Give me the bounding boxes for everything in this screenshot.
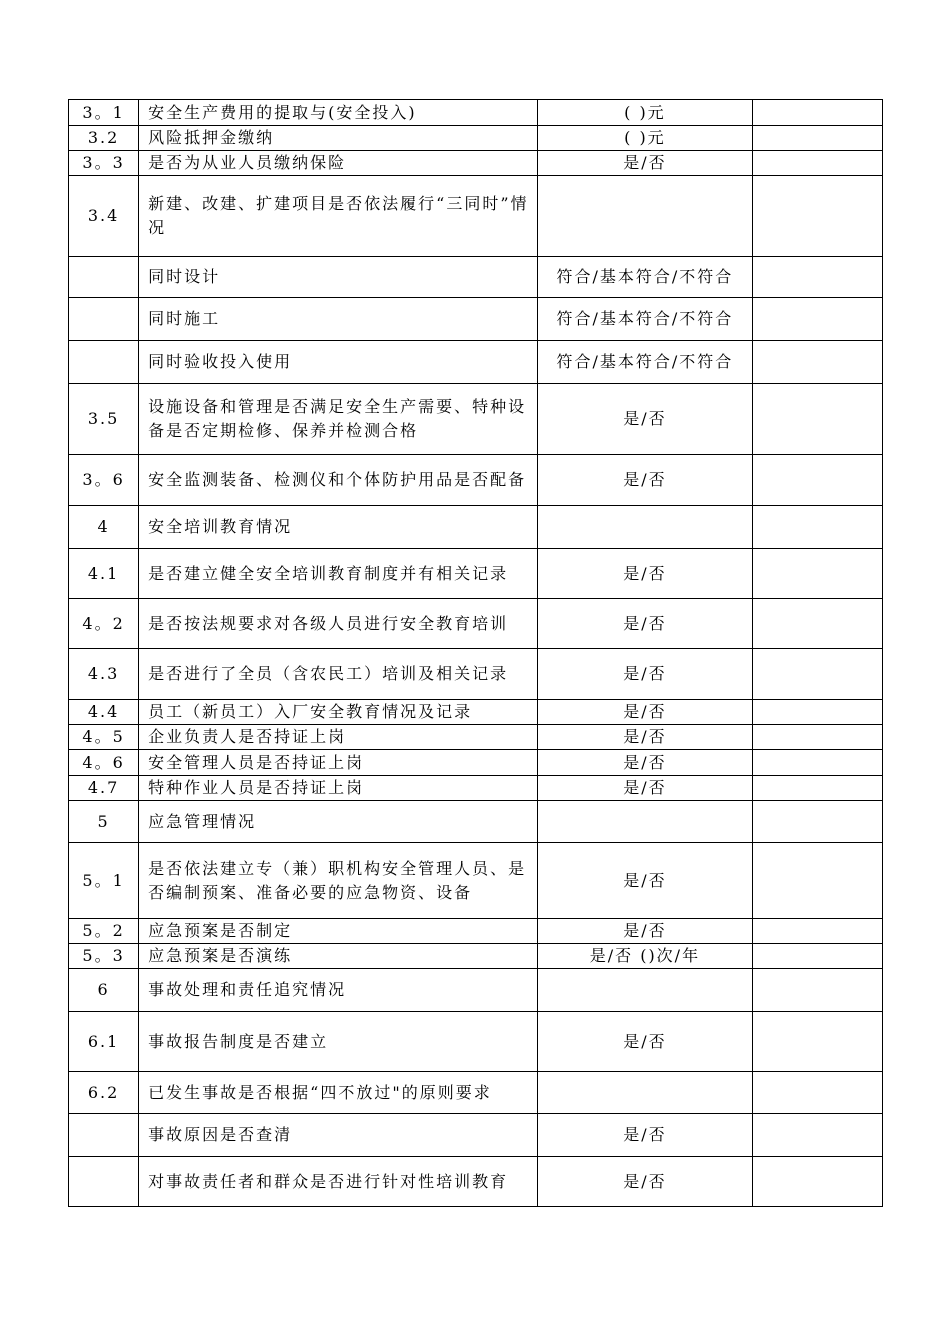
checklist-table bbox=[68, 99, 883, 1207]
item-remark bbox=[752, 455, 882, 506]
item-description: 企业负责人是否持证上岗 bbox=[139, 725, 538, 750]
item-number: 6.1 bbox=[69, 1012, 139, 1072]
item-number: 4.4 bbox=[69, 700, 139, 725]
item-number: 3.5 bbox=[69, 384, 139, 455]
table-row bbox=[69, 599, 883, 649]
item-number bbox=[69, 257, 139, 298]
item-remark bbox=[752, 776, 882, 801]
table-row bbox=[69, 1157, 883, 1207]
item-remark bbox=[752, 919, 882, 944]
item-remark bbox=[752, 506, 882, 549]
table-row bbox=[69, 843, 883, 919]
table-row bbox=[69, 126, 883, 151]
item-remark bbox=[752, 257, 882, 298]
item-number bbox=[69, 298, 139, 341]
table-row bbox=[69, 725, 883, 750]
item-result: 是/否 bbox=[538, 455, 753, 506]
item-description: 安全培训教育情况 bbox=[139, 506, 538, 549]
item-result: 是/否 bbox=[538, 843, 753, 919]
table-row bbox=[69, 549, 883, 599]
item-number: 6.2 bbox=[69, 1072, 139, 1114]
item-number: 4。2 bbox=[69, 599, 139, 649]
item-result: ( )元 bbox=[538, 100, 753, 126]
item-number: 3。1 bbox=[69, 100, 139, 126]
item-number: 6 bbox=[69, 969, 139, 1012]
item-number: 4.7 bbox=[69, 776, 139, 801]
item-description: 应急管理情况 bbox=[139, 801, 538, 843]
table-row bbox=[69, 1072, 883, 1114]
table-row bbox=[69, 341, 883, 384]
item-description: 安全监测装备、检测仪和个体防护用品是否配备 bbox=[139, 455, 538, 506]
table-row bbox=[69, 919, 883, 944]
item-description: 是否按法规要求对各级人员进行安全教育培训 bbox=[139, 599, 538, 649]
item-remark bbox=[752, 725, 882, 750]
item-result: 是/否 bbox=[538, 599, 753, 649]
item-result: 是/否 bbox=[538, 1157, 753, 1207]
item-result: 符合/基本符合/不符合 bbox=[538, 257, 753, 298]
item-result: 是/否 bbox=[538, 700, 753, 725]
item-remark bbox=[752, 750, 882, 776]
item-result: 是/否 bbox=[538, 725, 753, 750]
item-description: 安全管理人员是否持证上岗 bbox=[139, 750, 538, 776]
item-result: 是/否 bbox=[538, 919, 753, 944]
table-row bbox=[69, 176, 883, 257]
table-row bbox=[69, 257, 883, 298]
item-description: 安全生产费用的提取与(安全投入) bbox=[139, 100, 538, 126]
table-row bbox=[69, 776, 883, 801]
table-row bbox=[69, 649, 883, 700]
item-description: 是否为从业人员缴纳保险 bbox=[139, 151, 538, 176]
item-remark bbox=[752, 151, 882, 176]
item-result bbox=[538, 801, 753, 843]
item-description: 是否进行了全员（含农民工）培训及相关记录 bbox=[139, 649, 538, 700]
item-number: 3.4 bbox=[69, 176, 139, 257]
item-remark bbox=[752, 1012, 882, 1072]
item-result: 是/否 bbox=[538, 549, 753, 599]
item-number: 5。1 bbox=[69, 843, 139, 919]
item-description: 同时设计 bbox=[139, 257, 538, 298]
item-result: 是/否 bbox=[538, 750, 753, 776]
item-result: 是/否 bbox=[538, 1012, 753, 1072]
item-number: 4。5 bbox=[69, 725, 139, 750]
table-row bbox=[69, 506, 883, 549]
item-number: 3。3 bbox=[69, 151, 139, 176]
item-description: 员工（新员工）入厂安全教育情况及记录 bbox=[139, 700, 538, 725]
item-remark bbox=[752, 843, 882, 919]
item-number: 5。3 bbox=[69, 944, 139, 969]
item-number bbox=[69, 341, 139, 384]
table-row bbox=[69, 1114, 883, 1157]
item-remark bbox=[752, 969, 882, 1012]
item-description: 是否依法建立专（兼）职机构安全管理人员、是否编制预案、准备必要的应急物资、设备 bbox=[139, 843, 538, 919]
item-description: 应急预案是否制定 bbox=[139, 919, 538, 944]
table-row bbox=[69, 801, 883, 843]
item-description: 已发生事故是否根据“四不放过"的原则要求 bbox=[139, 1072, 538, 1114]
table-row bbox=[69, 750, 883, 776]
item-description: 风险抵押金缴纳 bbox=[139, 126, 538, 151]
item-number: 3.2 bbox=[69, 126, 139, 151]
item-remark bbox=[752, 649, 882, 700]
item-result: 符合/基本符合/不符合 bbox=[538, 298, 753, 341]
item-description: 同时验收投入使用 bbox=[139, 341, 538, 384]
item-number: 4 bbox=[69, 506, 139, 549]
item-result bbox=[538, 176, 753, 257]
item-description: 设施设备和管理是否满足安全生产需要、特种设备是否定期检修、保养并检测合格 bbox=[139, 384, 538, 455]
item-description: 是否建立健全安全培训教育制度并有相关记录 bbox=[139, 549, 538, 599]
table-row bbox=[69, 455, 883, 506]
item-result: 是/否 bbox=[538, 649, 753, 700]
item-remark bbox=[752, 599, 882, 649]
item-description: 对事故责任者和群众是否进行针对性培训教育 bbox=[139, 1157, 538, 1207]
item-description: 事故原因是否查清 bbox=[139, 1114, 538, 1157]
item-result: ( )元 bbox=[538, 126, 753, 151]
item-number: 4.1 bbox=[69, 549, 139, 599]
item-remark bbox=[752, 801, 882, 843]
item-remark bbox=[752, 384, 882, 455]
item-result bbox=[538, 969, 753, 1012]
table-row bbox=[69, 944, 883, 969]
item-remark bbox=[752, 100, 882, 126]
item-remark bbox=[752, 341, 882, 384]
item-description: 事故处理和责任追究情况 bbox=[139, 969, 538, 1012]
item-remark bbox=[752, 549, 882, 599]
item-remark bbox=[752, 1114, 882, 1157]
item-result: 符合/基本符合/不符合 bbox=[538, 341, 753, 384]
item-remark bbox=[752, 944, 882, 969]
table-row bbox=[69, 700, 883, 725]
item-result bbox=[538, 506, 753, 549]
item-remark bbox=[752, 700, 882, 725]
item-description: 应急预案是否演练 bbox=[139, 944, 538, 969]
item-result bbox=[538, 1072, 753, 1114]
item-result: 是/否 bbox=[538, 1114, 753, 1157]
table-row bbox=[69, 1012, 883, 1072]
item-number bbox=[69, 1114, 139, 1157]
item-number: 4.3 bbox=[69, 649, 139, 700]
item-result: 是/否 bbox=[538, 776, 753, 801]
table-row bbox=[69, 151, 883, 176]
item-number: 3。6 bbox=[69, 455, 139, 506]
table-row bbox=[69, 298, 883, 341]
table-row bbox=[69, 384, 883, 455]
item-description: 事故报告制度是否建立 bbox=[139, 1012, 538, 1072]
item-remark bbox=[752, 298, 882, 341]
item-result: 是/否 ()次/年 bbox=[538, 944, 753, 969]
item-description: 同时施工 bbox=[139, 298, 538, 341]
item-description: 特种作业人员是否持证上岗 bbox=[139, 776, 538, 801]
item-remark bbox=[752, 126, 882, 151]
item-number bbox=[69, 1157, 139, 1207]
item-description: 新建、改建、扩建项目是否依法履行“三同时”情况 bbox=[139, 176, 538, 257]
item-remark bbox=[752, 1157, 882, 1207]
item-remark bbox=[752, 1072, 882, 1114]
table-row bbox=[69, 100, 883, 126]
item-result: 是/否 bbox=[538, 151, 753, 176]
item-result: 是/否 bbox=[538, 384, 753, 455]
item-number: 4。6 bbox=[69, 750, 139, 776]
table-row bbox=[69, 969, 883, 1012]
item-number: 5。2 bbox=[69, 919, 139, 944]
item-number: 5 bbox=[69, 801, 139, 843]
item-remark bbox=[752, 176, 882, 257]
